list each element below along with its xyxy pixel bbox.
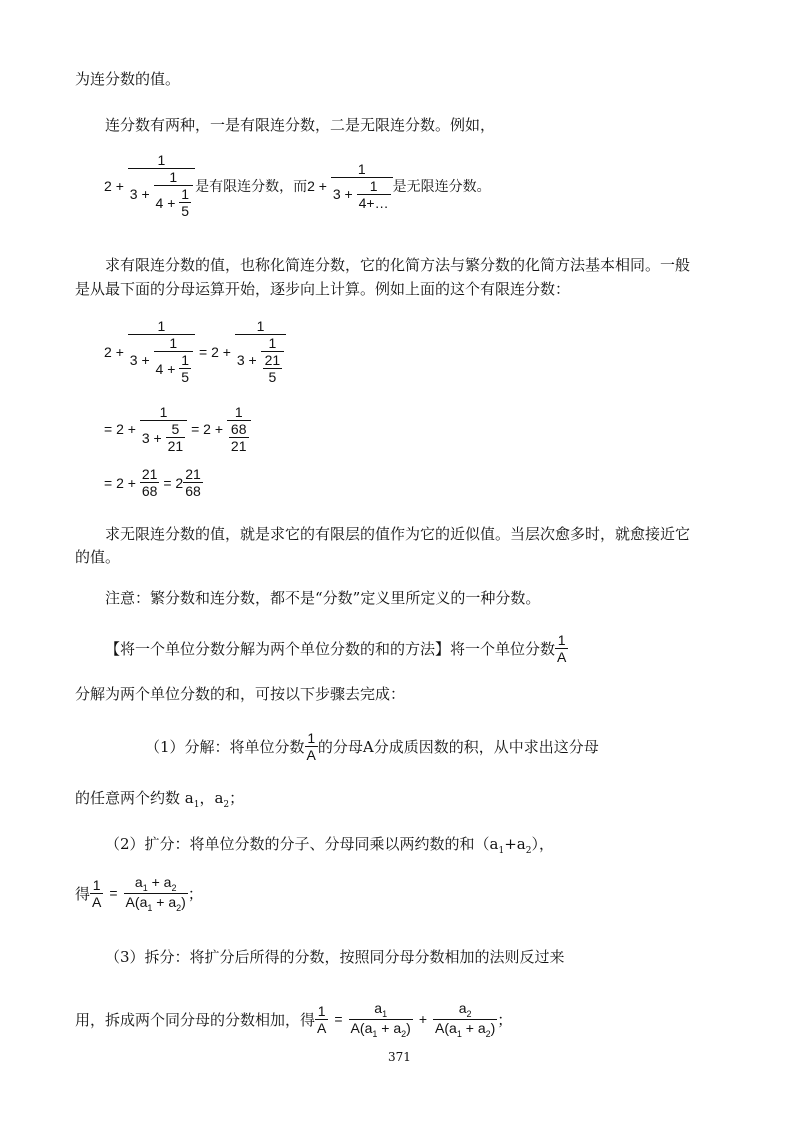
num-sum — [133, 874, 179, 893]
innermost-frac — [179, 352, 191, 385]
a-var: a — [458, 1000, 467, 1016]
num-1: 1 — [169, 335, 178, 351]
den-A: A — [557, 649, 567, 665]
sub-2: 2 — [525, 846, 532, 856]
den — [128, 169, 195, 219]
a-var: a — [168, 893, 177, 910]
math-plus: + — [167, 194, 176, 211]
math-3: 3 — [141, 429, 150, 446]
math-plus: + — [156, 893, 165, 910]
num-1: 1 — [256, 318, 265, 334]
a-var: a — [163, 874, 172, 890]
math-plus: + — [153, 429, 162, 446]
sub-1: 1 — [382, 1008, 388, 1019]
frac-a1 — [349, 1000, 413, 1039]
formula-split — [75, 1000, 512, 1039]
frac-1-A — [305, 730, 318, 763]
inner-frac — [229, 421, 249, 454]
frac-a2 — [433, 1000, 497, 1039]
inner-frac — [154, 169, 194, 219]
text-line-12 — [105, 833, 554, 862]
calc-line-1 — [104, 318, 286, 385]
calc-line-3 — [104, 466, 203, 499]
den-68: 68 — [185, 483, 201, 499]
den — [154, 186, 194, 219]
paren: ( — [134, 893, 140, 910]
divisors-end: ； — [229, 789, 245, 807]
sub-1: 1 — [193, 800, 200, 810]
inner-frac — [261, 335, 285, 385]
num-1: 1 — [181, 186, 190, 202]
math-plus: + — [141, 352, 150, 368]
text-line-5: 求无限连分数的值，就是求它的有限层的值作为它的近似值。当层次愈多时，就愈接近它 — [105, 525, 691, 543]
den-21: 21 — [230, 438, 247, 454]
sub-1: 1 — [372, 1028, 378, 1039]
den-5: 5 — [181, 203, 190, 219]
formula-prefix: 用，拆成两个同分母的分数相加，得 — [75, 1010, 316, 1029]
num-1: 1 — [157, 152, 166, 168]
innermost-frac — [263, 352, 283, 385]
finite-label: 是有限连分数，而 — [195, 178, 308, 195]
finite-cf — [128, 152, 195, 219]
frac-expanded — [124, 874, 188, 913]
num-1: 1 — [369, 177, 378, 194]
math-eq: = — [109, 885, 118, 902]
math-plus: + — [127, 474, 136, 491]
sub-1: 1 — [142, 882, 148, 893]
num-21: 21 — [264, 352, 281, 368]
math-3: 3 — [236, 352, 245, 368]
math-plus: + — [418, 1011, 428, 1028]
step-1 — [145, 730, 599, 763]
num-5: 5 — [171, 421, 180, 437]
step-2-plus: +a — [504, 835, 526, 853]
paren: ) — [181, 893, 186, 910]
sub-1: 1 — [147, 902, 153, 913]
step-2-text: （2）扩分：将单位分数的分子、分母同乘以两约数的和（a — [105, 835, 499, 853]
formula-end: ； — [497, 1010, 513, 1029]
math-3: 3 — [129, 352, 138, 368]
math-plus: + — [115, 177, 124, 194]
frac-1-A — [315, 1003, 328, 1036]
den-68: 68 — [141, 483, 158, 499]
math-eq: = — [198, 343, 208, 360]
heading-text: 【将一个单位分数分解为两个单位分数的和的方法】将一个单位分数 — [105, 640, 556, 658]
num-1: 1 — [307, 730, 316, 746]
math-2: 2 — [104, 177, 112, 194]
math-2: 2 — [116, 474, 124, 491]
math-eq: = — [163, 474, 172, 491]
a-var: a — [477, 1019, 486, 1036]
sub-1: 1 — [456, 1028, 462, 1039]
math-plus: + — [381, 1019, 390, 1036]
num-1: 1 — [234, 404, 243, 420]
num-a2 — [457, 1000, 474, 1019]
sub-2: 2 — [401, 1028, 407, 1039]
sub-2: 2 — [223, 800, 230, 810]
den-product — [433, 1020, 497, 1039]
math-plus: + — [141, 186, 150, 202]
A-var: A — [125, 893, 135, 910]
num-1: 1 — [181, 352, 190, 368]
math-plus: + — [167, 360, 176, 377]
den-5: 5 — [268, 369, 277, 385]
math-plus: + — [115, 343, 124, 360]
den-A: A — [306, 747, 316, 763]
paren: ) — [490, 1019, 496, 1036]
math-eq: = — [191, 421, 200, 437]
cf-frac-step — [235, 318, 286, 385]
cf-frac-step — [227, 404, 251, 454]
formula-end: ； — [187, 884, 203, 903]
inner-frac — [357, 178, 391, 211]
page-number: 371 — [388, 1050, 411, 1064]
num-1: 1 — [157, 318, 166, 334]
sub-2: 2 — [466, 1008, 472, 1019]
paren: ) — [406, 1019, 411, 1036]
cf-frac — [128, 318, 195, 385]
num-1: 1 — [557, 632, 566, 648]
text-line-6: 的值。 — [75, 548, 121, 566]
num-21: 21 — [141, 466, 158, 482]
sub-2: 2 — [176, 902, 182, 913]
A-var: A — [350, 1019, 360, 1036]
section-heading — [105, 632, 568, 665]
den-4-dots: 4+… — [358, 194, 389, 211]
frac-1-A — [555, 632, 568, 665]
den — [331, 178, 393, 211]
den — [140, 421, 187, 454]
math-2: 2 — [175, 474, 184, 491]
calc-line-2 — [104, 404, 251, 454]
math-plus: + — [151, 874, 160, 890]
num-1: 1 — [159, 404, 168, 420]
text-line-7: 注意：繁分数和连分数，都不是“分数”定义里所定义的一种分数。 — [105, 589, 541, 607]
frac-1-A — [90, 877, 103, 910]
text-line-3: 求有限连分数的值，也称化简连分数，它的化简方法与繁分数的化简方法基本相同。一般 — [105, 256, 691, 274]
math-plus: + — [248, 352, 257, 368]
step-1-text: （1）分解：将单位分数 — [145, 738, 305, 756]
den-A: A — [317, 1019, 327, 1036]
num-1: 1 — [317, 1002, 326, 1019]
step-2-end: ）， — [531, 835, 554, 853]
divisors-text: 的任意两个约数 a — [75, 789, 194, 807]
text-line-11 — [75, 787, 244, 816]
den-21: 21 — [167, 438, 184, 454]
math-4: 4 — [155, 194, 164, 211]
math-plus: + — [214, 421, 224, 437]
text-line-9: 分解为两个单位分数的和，可按以下步骤去完成： — [75, 685, 406, 703]
den — [128, 335, 195, 385]
text-line-1: 为连分数的值。 — [75, 70, 181, 88]
den — [227, 421, 251, 454]
math-2: 2 — [307, 177, 315, 194]
sub-1: 1 — [498, 846, 505, 856]
infinite-label: 是无限连分数。 — [392, 178, 491, 195]
math-3: 3 — [332, 186, 341, 202]
sub-2: 2 — [485, 1028, 491, 1039]
den-5: 5 — [181, 369, 190, 385]
paren: ( — [444, 1019, 450, 1036]
math-eq: = — [104, 421, 113, 437]
math-4: 4 — [155, 360, 164, 377]
math-plus: + — [465, 1019, 474, 1036]
a-var: a — [449, 1019, 457, 1036]
math-eq: = — [334, 1011, 343, 1028]
num-1: 1 — [169, 169, 178, 185]
frac-21-68 — [140, 466, 160, 499]
math-plus: + — [222, 343, 231, 360]
num-1: 1 — [92, 876, 101, 893]
a-var: a — [134, 874, 143, 890]
a-var: a — [139, 893, 148, 910]
num-68: 68 — [230, 421, 247, 437]
math-2: 2 — [203, 421, 211, 437]
math-eq: = — [104, 474, 113, 491]
step-1-text-cont: 的分母A分成质因数的积，从中求出这分母 — [317, 738, 599, 756]
math-plus: + — [344, 186, 353, 202]
den-product — [124, 894, 188, 913]
math-3: 3 — [129, 186, 138, 202]
innermost-frac — [179, 186, 191, 219]
cf-frac — [140, 404, 187, 454]
formula-prefix: 得 — [75, 884, 91, 903]
infinite-cf — [331, 161, 393, 211]
inner-frac — [166, 421, 186, 454]
math-2: 2 — [104, 343, 112, 360]
math-2: 2 — [116, 421, 124, 437]
num-1: 1 — [268, 335, 277, 351]
a-var: a — [374, 1000, 383, 1016]
num-21: 21 — [185, 466, 201, 482]
math-plus: + — [318, 177, 327, 194]
math-plus: + — [127, 421, 136, 437]
formula-expand — [75, 874, 203, 913]
den-product — [349, 1020, 413, 1039]
text-line-2: 连分数有两种，一是有限连分数，二是无限连分数。例如， — [105, 116, 496, 134]
sub-2: 2 — [171, 882, 177, 893]
divisors-sep: ，a — [199, 789, 224, 807]
inner-frac — [154, 335, 194, 385]
a-var: a — [393, 1019, 402, 1036]
text-line-14: （3）拆分：将扩分后所得的分数，按照同分母分数相加的法则反过来 — [105, 948, 565, 966]
text-line-4: 是从最下面的分母运算开始，逐步向上计算。例如上面的这个有限连分数： — [75, 280, 571, 298]
num-a1 — [372, 1000, 389, 1019]
den — [235, 335, 286, 385]
example-continued-fractions — [104, 152, 491, 219]
A-var: A — [435, 1019, 445, 1036]
paren: ( — [359, 1019, 365, 1036]
a-var: a — [364, 1019, 373, 1036]
den — [154, 352, 194, 385]
num-1: 1 — [357, 160, 366, 177]
den-A: A — [92, 893, 102, 910]
den — [261, 352, 285, 385]
mixed-frac-21-68 — [183, 466, 203, 499]
math-2: 2 — [211, 343, 219, 360]
